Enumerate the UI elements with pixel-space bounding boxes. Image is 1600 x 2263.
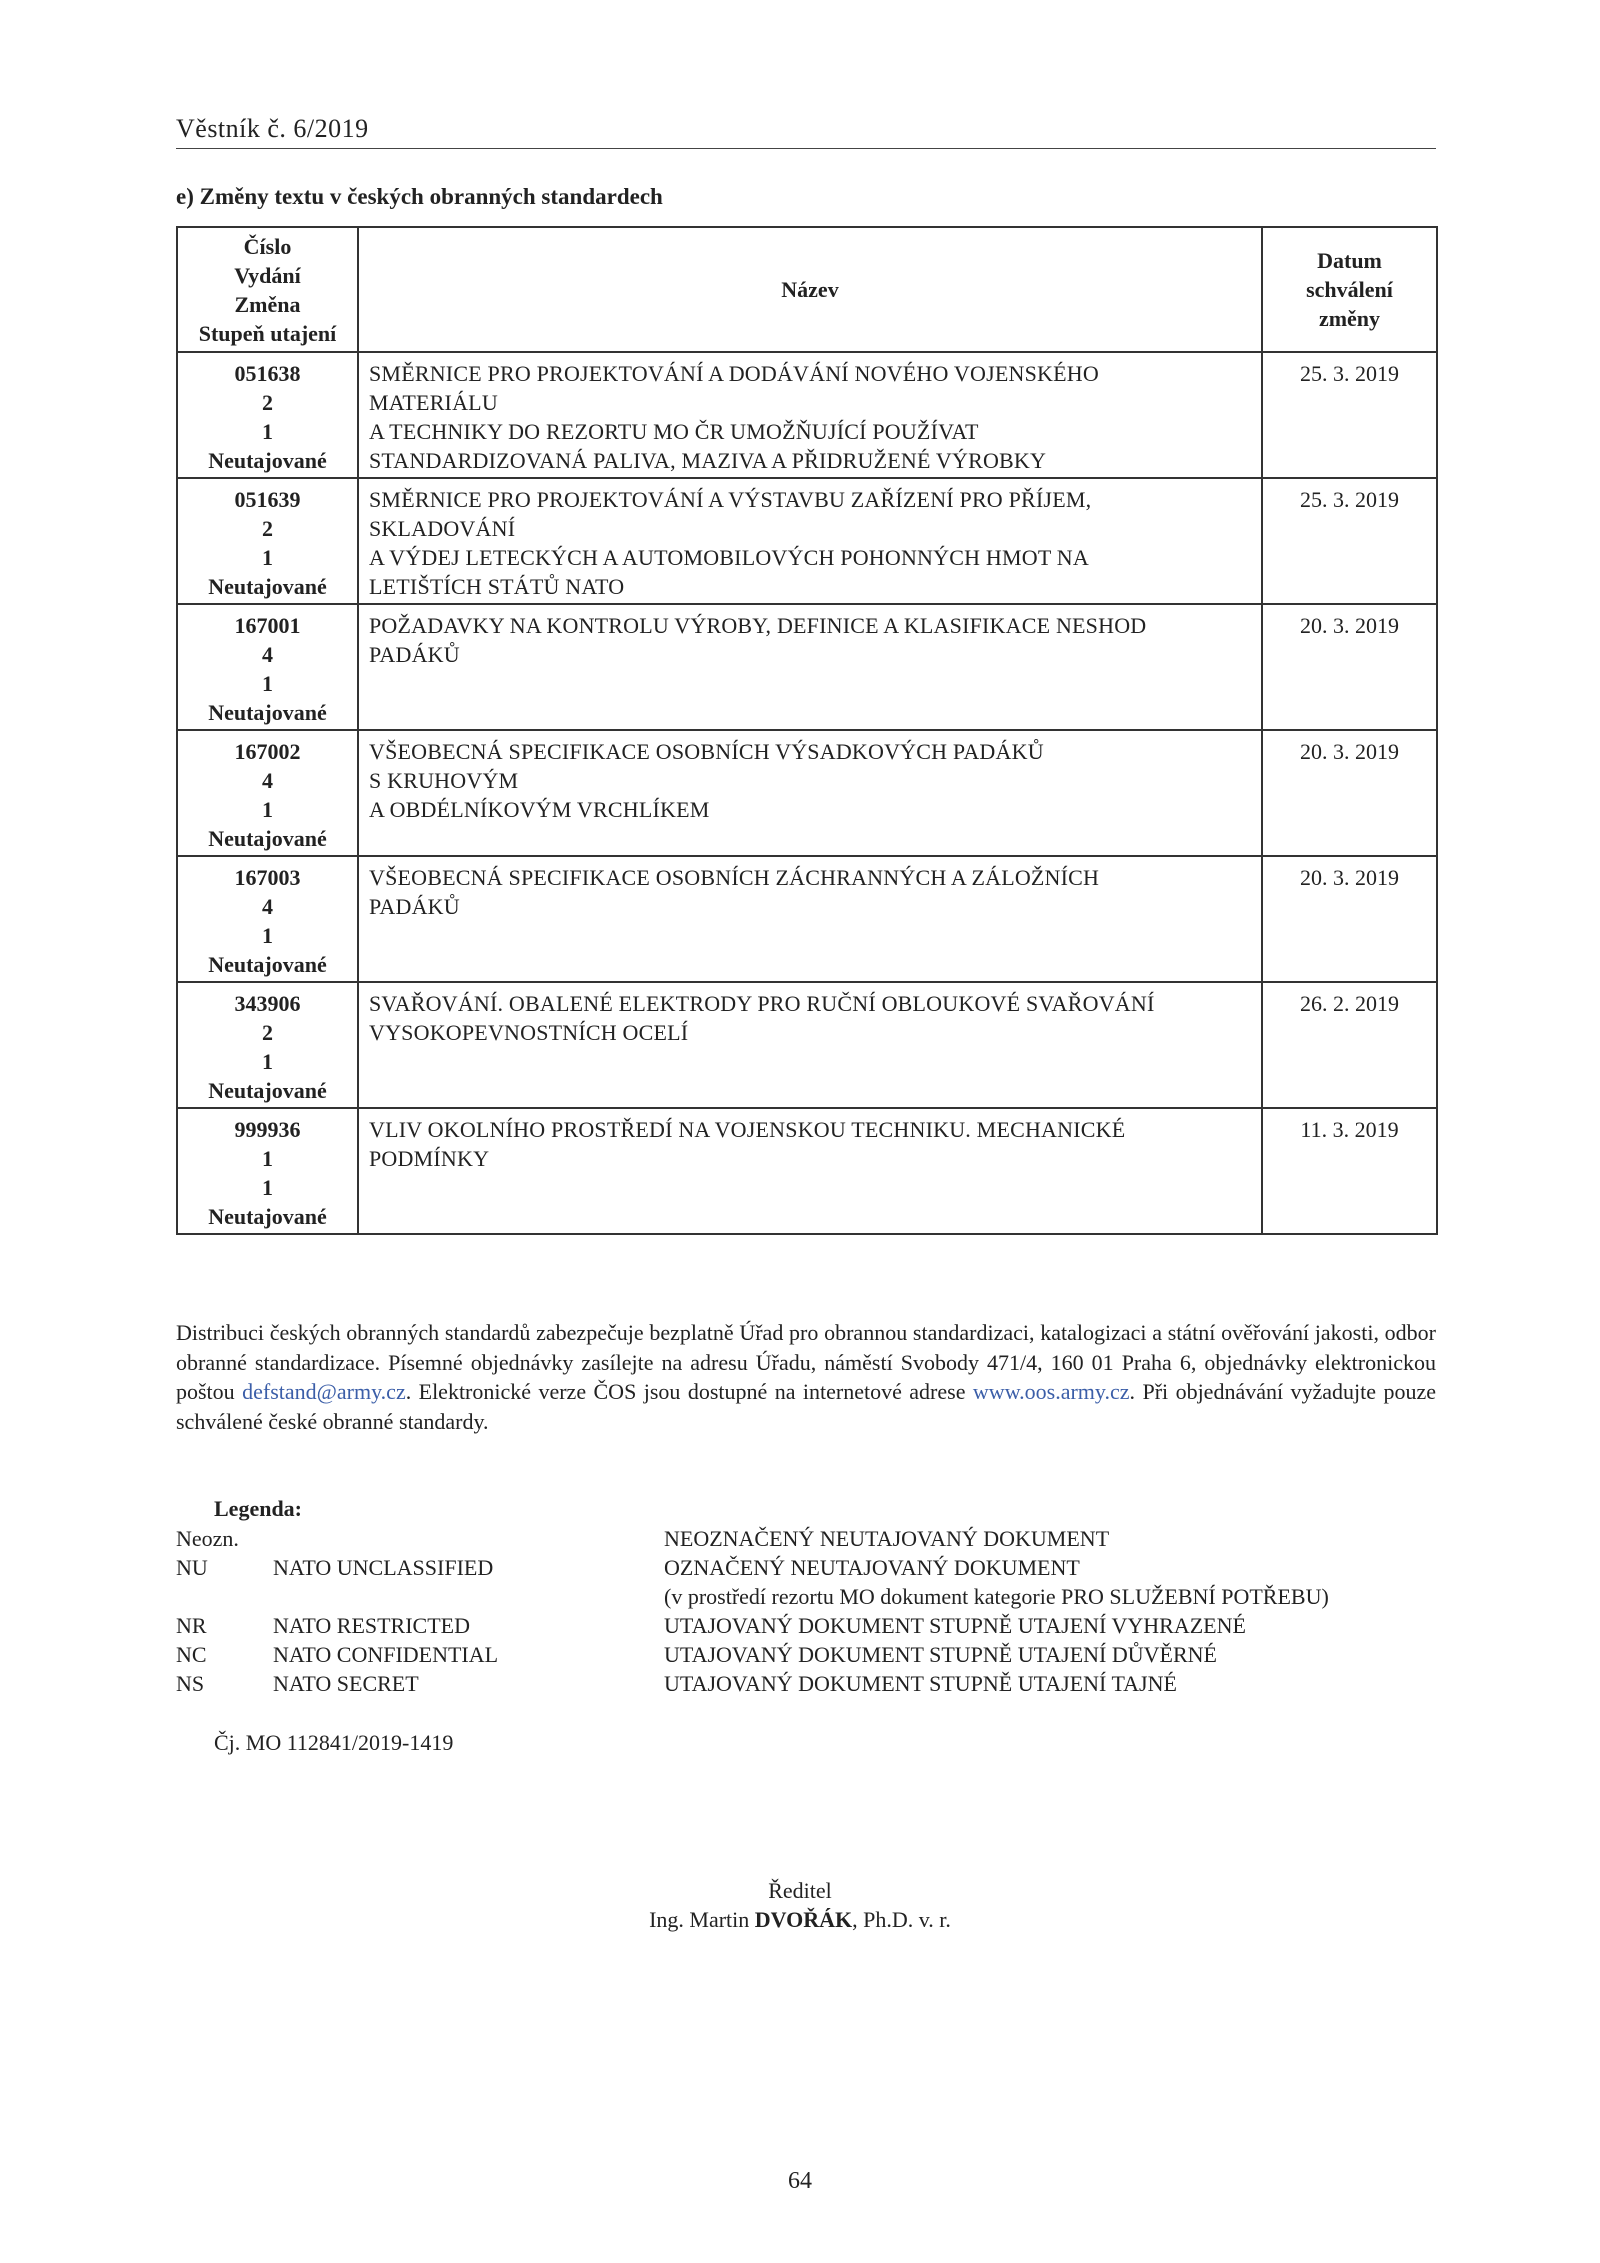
cell-date: 25. 3. 2019	[1262, 352, 1437, 478]
legend-abbreviation: NS	[176, 1671, 205, 1696]
cell-date: 20. 3. 2019	[1262, 856, 1437, 982]
legend-description: OZNAČENÝ NEUTAJOVANÝ DOKUMENT	[664, 1555, 1080, 1580]
table-header-row	[177, 227, 1437, 352]
page-number: 64	[788, 2168, 812, 2194]
cell-date: 20. 3. 2019	[1262, 604, 1437, 730]
legend-description: (v prostředí rezortu MO dokument kategorie PRO SLUŽEBNÍ POTŘEBU)	[664, 1584, 1329, 1609]
cell-title: VLIV OKOLNÍHO PROSTŘEDÍ NA VOJENSKOU TECHNIKU. MECHANICKÉ PODMÍNKY	[358, 1108, 1262, 1234]
header-number-edition: Číslo Vydání Změna Stupeň utajení	[177, 227, 358, 352]
cell-title: SMĚRNICE PRO PROJEKTOVÁNÍ A DODÁVÁNÍ NOVÉHO VOJENSKÉHO MATERIÁLU A TECHNIKY DO REZORTU MO ČR UMOŽŇUJÍCÍ POUŽÍVAT STANDARDIZOVANÁ PALIVA, MAZIVA A PŘIDRUŽENÉ VÝROBKY	[358, 352, 1262, 478]
header-title: Název	[358, 227, 1262, 352]
legend-row	[176, 1640, 1436, 1669]
legend-row	[176, 1524, 1436, 1553]
legend-abbreviation: NU	[176, 1555, 208, 1580]
reference-number: Čj. MO 112841/2019-1419	[214, 1730, 454, 1755]
standards-table	[176, 226, 1438, 1235]
legend-row	[176, 1669, 1436, 1698]
legend-row	[176, 1611, 1436, 1640]
cell-title: VŠEOBECNÁ SPECIFIKACE OSOBNÍCH VÝSADKOVÝCH PADÁKŮ S KRUHOVÝM A OBDÉLNÍKOVÝM VRCHLÍKEM	[358, 730, 1262, 856]
legend-abbreviation: NR	[176, 1613, 207, 1638]
page-header: Věstník č. 6/2019	[176, 114, 1436, 149]
cell-date: 11. 3. 2019	[1262, 1108, 1437, 1234]
section-title: e) Změny textu v českých obranných standardech	[176, 184, 663, 209]
legend-nato-name: NATO UNCLASSIFIED	[273, 1555, 494, 1580]
legend-list	[176, 1524, 1436, 1698]
signature-surname: DVOŘÁK	[754, 1907, 853, 1932]
legend-description: UTAJOVANÝ DOKUMENT STUPNĚ UTAJENÍ VYHRAZENÉ	[664, 1613, 1246, 1638]
table-row	[177, 478, 1437, 604]
legend-description: NEOZNAČENÝ NEUTAJOVANÝ DOKUMENT	[664, 1526, 1110, 1551]
cell-title: SMĚRNICE PRO PROJEKTOVÁNÍ A VÝSTAVBU ZAŘÍZENÍ PRO PŘÍJEM, SKLADOVÁNÍ A VÝDEJ LETECKÝCH A AUTOMOBILOVÝCH POHONNÝCH HMOT NA LETIŠTÍCH STÁTŮ NATO	[358, 478, 1262, 604]
cell-date: 20. 3. 2019	[1262, 730, 1437, 856]
legend-description: UTAJOVANÝ DOKUMENT STUPNĚ UTAJENÍ TAJNÉ	[664, 1671, 1177, 1696]
cell-title: SVAŘOVÁNÍ. OBALENÉ ELEKTRODY PRO RUČNÍ OBLOUKOVÉ SVAŘOVÁNÍ VYSOKOPEVNOSTNÍCH OCELÍ	[358, 982, 1262, 1108]
legend-row	[176, 1582, 1436, 1611]
cell-number: 051638 2 1 Neutajované	[177, 352, 358, 478]
legend-description: UTAJOVANÝ DOKUMENT STUPNĚ UTAJENÍ DŮVĚRNÉ	[664, 1642, 1217, 1667]
legend-abbreviation: NC	[176, 1642, 207, 1667]
table-row	[177, 856, 1437, 982]
legend-nato-name: NATO CONFIDENTIAL	[273, 1642, 499, 1667]
website-link[interactable]: www.oos.army.cz	[972, 1379, 1130, 1404]
cell-number: 167001 4 1 Neutajované	[177, 604, 358, 730]
legend-nato-name: NATO SECRET	[273, 1671, 419, 1696]
cell-title: VŠEOBECNÁ SPECIFIKACE OSOBNÍCH ZÁCHRANNÝCH A ZÁLOŽNÍCH PADÁKŮ	[358, 856, 1262, 982]
table-row	[177, 730, 1437, 856]
signature-name: Ing. Martin DVOŘÁK, Ph.D. v. r.	[649, 1907, 951, 1932]
legend-row	[176, 1553, 1436, 1582]
legend-nato-name: NATO RESTRICTED	[273, 1613, 470, 1638]
cell-number: 167002 4 1 Neutajované	[177, 730, 358, 856]
cell-date: 26. 2. 2019	[1262, 982, 1437, 1108]
header-approval-date: Datum schválení změny	[1262, 227, 1437, 352]
cell-title: POŽADAVKY NA KONTROLU VÝROBY, DEFINICE A KLASIFIKACE NESHOD PADÁKŮ	[358, 604, 1262, 730]
email-link[interactable]: defstand@army.cz	[242, 1379, 406, 1404]
legend-title: Legenda:	[214, 1496, 302, 1521]
table-row	[177, 1108, 1437, 1234]
legend-abbreviation: Neozn.	[176, 1526, 239, 1551]
cell-number: 167003 4 1 Neutajované	[177, 856, 358, 982]
cell-number: 343906 2 1 Neutajované	[177, 982, 358, 1108]
cell-number: 999936 1 1 Neutajované	[177, 1108, 358, 1234]
distribution-paragraph: Distribuci českých obranných standardů zabezpečuje bezplatně Úřad pro obrannou standardizaci, katalogizaci a státní ověřování jakosti, odbor obranné standardizace. Písemné objednávky zasílejte na adresu Úřadu, náměstí Svobody 471/4, 160 01 Praha 6, objednávky elektronickou poštou defstand@army.cz. Elektronické verze ČOS jsou dostupné na internetové adrese www.oos.army.cz. Při objednávání vyžadujte pouze schválené české obranné standardy.	[176, 1320, 1436, 1434]
table-row	[177, 352, 1437, 478]
cell-date: 25. 3. 2019	[1262, 478, 1437, 604]
table-row	[177, 604, 1437, 730]
signature-role: Ředitel	[768, 1878, 832, 1903]
cell-number: 051639 2 1 Neutajované	[177, 478, 358, 604]
table-row	[177, 982, 1437, 1108]
